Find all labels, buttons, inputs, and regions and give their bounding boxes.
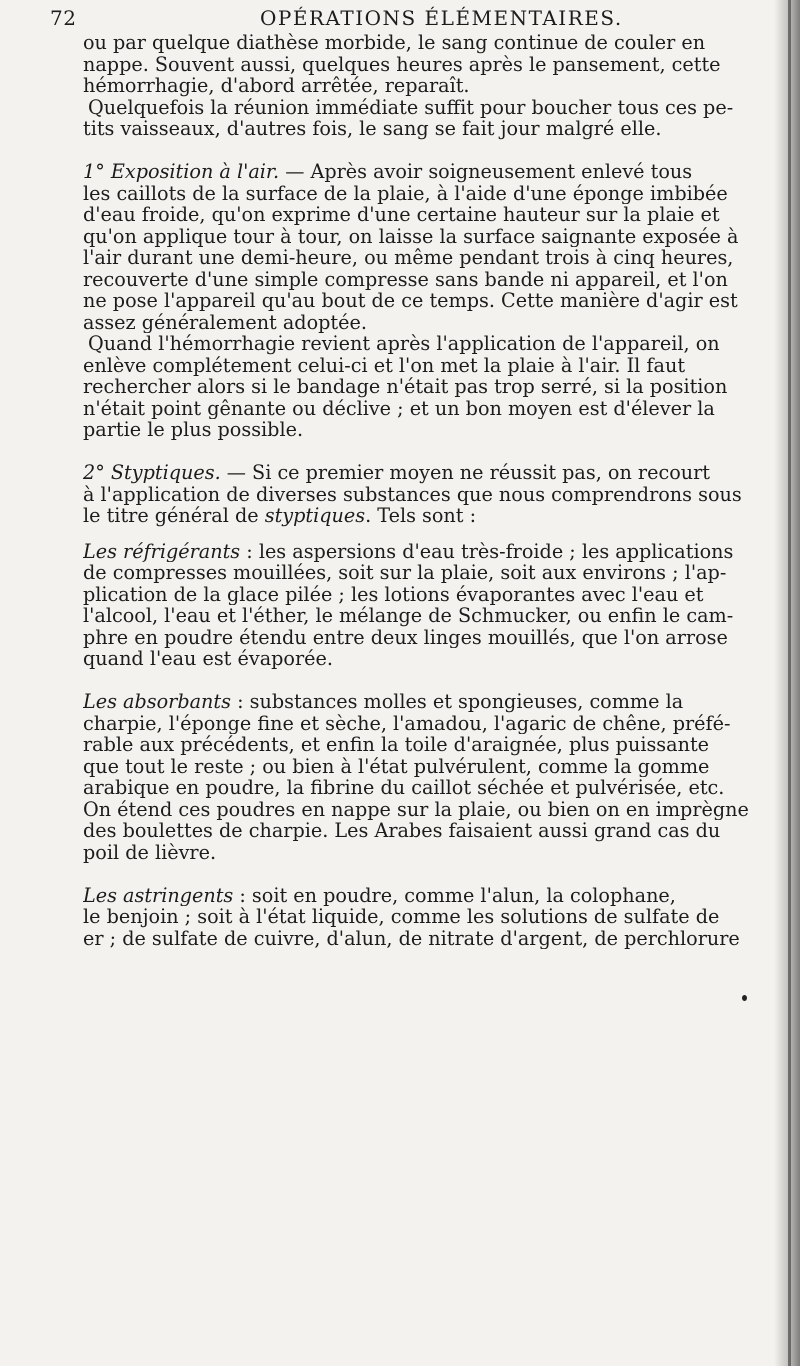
running-title: OPÉRATIONS ÉLÉMENTAIRES. — [260, 6, 623, 30]
text-line: de compresses mouillées, soit sur la plaie, soit aux environs ; l'ap- — [83, 562, 727, 584]
page-number: 72 — [50, 6, 77, 30]
text-line: nappe. Souvent aussi, quelques heures après le pansement, cette — [83, 53, 721, 75]
text-line: poil de lièvre. — [83, 841, 217, 863]
text-line: partie le plus possible. — [83, 419, 304, 441]
italic-term: Les réfrigérants — [83, 540, 241, 562]
paragraph-gap — [83, 140, 773, 162]
paragraph-gap — [83, 863, 773, 885]
text-line — [83, 505, 773, 527]
italic-term: Les absorbants — [83, 691, 231, 713]
text-line: recouverte d'une simple compresse sans bande ni appareil, et l'on — [83, 268, 728, 290]
text-line — [83, 541, 773, 563]
text-line: l'air durant une demi-heure, ou même pendant trois à cinq heures, — [83, 247, 734, 269]
text-line: On étend ces poudres en nappe sur la plaie, ou bien on en imprègne — [83, 798, 749, 820]
text-line: rable aux précédents, et enfin la toile d'araignée, plus puissante — [83, 734, 710, 756]
body-text — [83, 32, 773, 949]
section-title-exposition: 1° Exposition à l'air. — [83, 161, 280, 183]
paragraph-gap — [83, 527, 773, 541]
text-line: phre en poudre étendu entre deux linges mouillés, que l'on arrose — [83, 626, 728, 648]
text-span: : substances molles et spongieuses, comme la — [230, 691, 684, 713]
text-line: le benjoin ; soit à l'état liquide, comme les solutions de sulfate de — [83, 906, 720, 928]
section-heading-line — [83, 462, 773, 484]
text-line: l'alcool, l'eau et l'éther, le mélange de Schmucker, ou enfin le cam- — [83, 605, 734, 627]
text-line: que tout le reste ; ou bien à l'état pulvérulent, comme la gomme — [83, 755, 710, 777]
text-line: d'eau froide, qu'on exprime d'une certaine hauteur sur la plaie et — [83, 204, 720, 226]
text-line: rechercher alors si le bandage n'était pas trop serré, si la position — [83, 376, 728, 398]
text-line: assez généralement adoptée. — [83, 311, 367, 333]
text-line: Quand l'hémorrhagie revient après l'application de l'appareil, on — [88, 333, 720, 355]
text-span: . Tels sont : — [365, 505, 477, 527]
paragraph-gap — [83, 670, 773, 692]
text-span: — Si ce premier moyen ne réussit pas, on recourt — [220, 462, 710, 484]
text-line: ou par quelque diathèse morbide, le sang continue de couler en — [83, 32, 706, 54]
text-line: qu'on applique tour à tour, on laisse la surface saignante exposée à — [83, 225, 739, 247]
text-line: enlève complétement celui-ci et l'on met la plaie à l'air. Il faut — [83, 354, 686, 376]
text-line: er ; de sulfate de cuivre, d'alun, de nitrate d'argent, de perchlorure — [83, 927, 740, 949]
text-line: à l'application de diverses substances que nous comprendrons sous — [83, 483, 742, 505]
italic-term: Les astringents — [83, 884, 234, 906]
text-line: hémorrhagie, d'abord arrêtée, reparaît. — [83, 75, 470, 97]
text-line: charpie, l'éponge fine et sèche, l'amadou, l'agaric de chêne, préfé- — [83, 712, 731, 734]
text-line: ne pose l'appareil qu'au bout de ce temps. Cette manière d'agir est — [83, 290, 738, 312]
section-title-styptiques: 2° Styptiques. — [83, 462, 221, 484]
text-span: — Après avoir soigneusement enlevé tous — [279, 161, 693, 183]
text-span: le titre général de — [83, 505, 265, 527]
text-line — [83, 691, 773, 713]
page-binding-edge — [788, 0, 791, 1366]
text-line: Quelquefois la réunion immédiate suffit pour boucher tous ces pe- — [88, 96, 734, 118]
paragraph-gap — [83, 441, 773, 463]
page-edge-shadow — [774, 0, 800, 1366]
text-span: : soit en poudre, comme l'alun, la colophane, — [233, 884, 676, 906]
section-heading-line — [83, 161, 773, 183]
italic-term: styptiques — [264, 505, 366, 527]
text-line — [83, 885, 773, 907]
ink-dot — [742, 995, 747, 1001]
text-line: des boulettes de charpie. Les Arabes faisaient aussi grand cas du — [83, 820, 721, 842]
text-line: plication de la glace pilée ; les lotions évaporantes avec l'eau et — [83, 583, 704, 605]
page-header — [0, 2, 780, 32]
text-line: arabique en poudre, la fibrine du caillot séchée et pulvérisée, etc. — [83, 777, 725, 799]
text-line: quand l'eau est évaporée. — [83, 648, 333, 670]
text-line: les caillots de la surface de la plaie, à l'aide d'une éponge imbibée — [83, 182, 728, 204]
text-line: tits vaisseaux, d'autres fois, le sang se fait jour malgré elle. — [83, 118, 662, 140]
text-line: n'était point gênante ou déclive ; et un bon moyen est d'élever la — [83, 397, 715, 419]
text-span: : les aspersions d'eau très-froide ; les applications — [240, 540, 734, 562]
